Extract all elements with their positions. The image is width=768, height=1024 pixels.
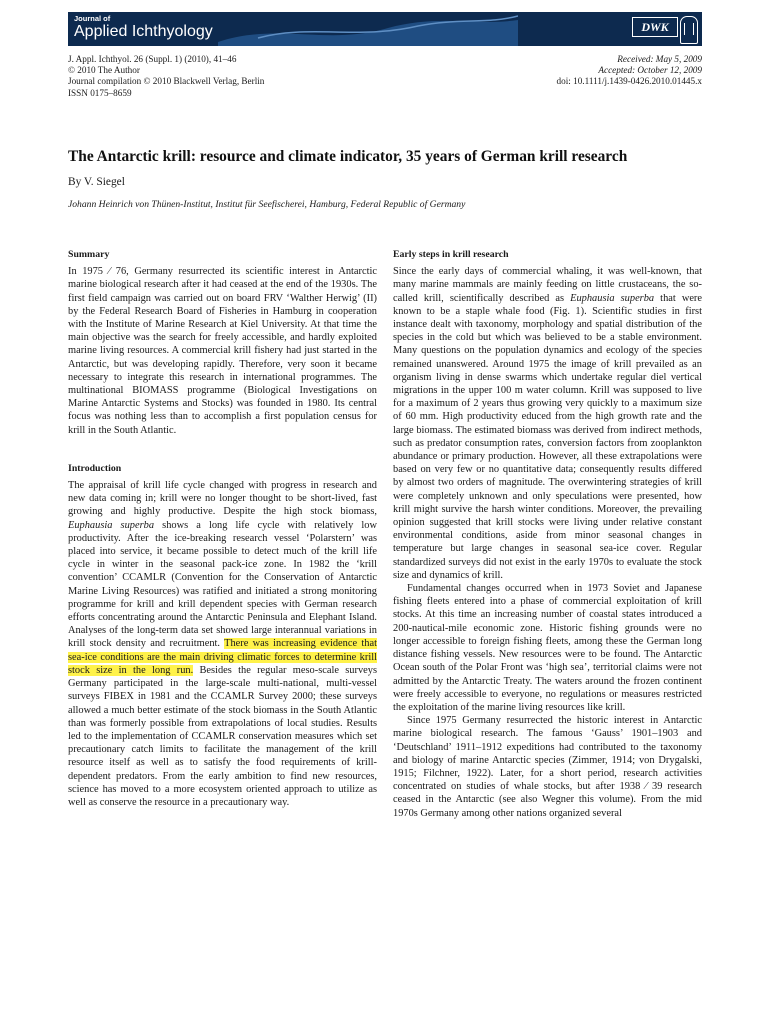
dates-block [557,54,702,88]
author-affiliation: Johann Heinrich von Thünen-Institut, Institut für Seefischerei, Hamburg, Federal Republic of Germany [68,199,466,210]
early-steps-paragraph-1 [393,265,702,582]
summary-paragraph: In 1975 ⁄ 76, Germany resurrected its scientific interest in Antarctic marine biological research after it had ceased at the end of the 1930s. The first field campaign was carried out on board FRV ‘Walther Herwig’ (II) by the Federal Research Board of Fisheries in Hamburg in cooperation with the Institute of Marine Research at Kiel University. At that time the main objective was the search for freely accessible, and hardly exploited marine living resources. A commercial krill fishery had just started in the Antarctic, but was developing rapidly. Therefore, very soon it became necessary to integrate this research in international programmes. The multinational BIOMASS programme (Biological Investigations on Marine Antarctic Systems and Stocks) was founded in 1980. Its central focus was nothing less than to accomplish a first population census for krill in the South Atlantic. [68,266,377,436]
copyright-compilation: Journal compilation © 2010 Blackwell Verlag, Berlin [68,76,265,87]
left-column [68,248,377,809]
intro-text-2: shows a long life cycle with relatively low productivity. After the ice-breaking research vessel ‘Polarstern’ was placed into service, it became possible to detect much of the krill life cycle in winter in the seasonal pack-ice zone. In 1982 the ‘krill convention’ CCAMLR (Convention for the Conservation of Antarctic Marine Living Resources) was ratified and initiated a strong monitoring programme for krill and krill dependent species with German research efforts concentrating around the Antarctic Peninsula and Elephant Island. Analyses of the long-term data set showed large interannual variations in krill stock density and recruitment. [68,519,378,650]
publisher-logo: DWK [632,17,678,37]
species-name: Euphausia superba [570,292,655,304]
intro-text-3: Besides the regular meso-scale surveys Germany participated in the large-scale multi-national, multi-vessel surveys FIBEX in 1981 and the CCAMLR Survey 2000; these surveys allowed a much better estimate of the stock biomass in the South Atlantic than was formerly possible from extrapolations of local studies. Results led to the implementation of CCAMLR conservation measures which set precautionary catch limits to facilitate the management of the krill resource itself as well as to satisfy the food requirements of krill-dependent predators. From the early ambition to find new resources, science has moved to a more ecosystem oriented approach to utilize as well as conserve the resource in a precautionary way. [68,664,377,808]
received-date: Received: May 5, 2009 [617,54,702,64]
early-text-2: that were known to be a staple whale food (Fig. 1). Scientific studies in first instance dealt with taxonomy, morphology and spatial distribution of the species in the cold but which was believed to be a stable environment. Many questions on the population dynamics and ecology of the species remained unanswered. Around 1975 the image of krill prevailed as an organism living in dense swarms which undertake regular diel vertical migrations in the upper 100 m water column. Krill was supposed to live for a maximum of 2 years thus growing very quickly to a maximum size of 60 mm. High productivity educed from the high growth rate and the large biomass. The estimated biomass was derived from indirect methods, such as predator consumption rates, conversion factors from zooplankton abundance or primary production. However, all these extrapolations were based on very few or no quantitative data; consequently results differed by almost two orders of magnitude. The overwintering strategies of krill were completely unknown and only speculations were presented, how krill might survive the harsh winter conditions. Moreover, the prevailing opinion suggested that krill stocks were living under relative constant environmental conditions, aside from minor seasonal changes in temperature but large changes in seasonal sea-ice cover. Regular standardized surveys did not exist in the early 1970s to evaluate the stock size and dynamics of krill. [393,292,703,581]
introduction-paragraph [68,479,377,809]
publisher-seal-icon [680,16,698,44]
wave-decoration-icon [218,12,518,46]
summary-heading: Summary [68,249,110,260]
journal-banner [68,12,702,46]
species-name: Euphausia superba [68,519,155,531]
early-steps-heading: Early steps in krill research [393,249,509,260]
article-author: By V. Siegel [68,176,125,188]
early-steps-paragraph-2: Fundamental changes occurred when in 1973 Soviet and Japanese fishing fleets entered into a phase of commercial exploitation of krill stocks. At this time an increasing number of coastal states introduced a 200-nautical-mile economic zone. Historic fishing grounds were no longer accessible to foreign fishing fleets, among these the German long distance fishing vessels. New resources were to be found. The Antarctic Ocean south of the Polar Front was ‘high sea’, territorial claims were not admitted by the Antarctic Treaty. The waters around the frozen continent were freely accessible to everyone, no regulations or measures restricted the exploitation of the marine living resources like krill. [393,583,702,713]
issn: ISSN 0175–8659 [68,87,132,98]
introduction-heading: Introduction [68,462,122,474]
citation-block [68,54,264,99]
right-column [393,248,702,820]
early-text-1: Since the early days of commercial whaling, it was well-known, that many marine mammals are mainly feeding on little crustaceans, the so-called krill, scientifically described as [393,266,702,304]
journal-masthead-small: Journal of [74,14,111,23]
citation: J. Appl. Ichthyol. 26 (Suppl. 1) (2010), 41–46 [68,54,237,64]
doi: doi: 10.1111/j.1439-0426.2010.01445.x [556,76,702,87]
copyright-author: © 2010 The Author [68,65,140,76]
highlighted-sentence: There was increasing evidence that sea-ice conditions are the main driving climatic forces to determine krill stock size in the long run. [68,638,377,676]
early-steps-paragraph-3: Since 1975 Germany resurrected the historic interest in Antarctic marine biological research. The famous ‘Gauss’ 1901–1903 and ‘Deutschland’ 1911–1912 expeditions had contributed to the taxonomy and biology of marine Antarctic species (Zimmer, 1914; von Drygalski, 1915; Filchner, 1922). Later, for a short period, research activities concentrated on studies of whale stocks, but after 1938 ⁄ 39 research ceased in the Antarctic (see also Wegner this volume). From the mid 1970s Germany among other nations organized several [393,715,702,819]
intro-text-1: The appraisal of krill life cycle changed with progress in research and new data coming in; krill were no longer thought to be short-lived, fast growing and highly productive. Despite the high stock biomass, [68,480,377,518]
accepted-date: Accepted: October 12, 2009 [598,65,702,76]
article-title: The Antarctic krill: resource and climate indicator, 35 years of German krill research [68,148,628,165]
journal-masthead-title: Applied Ichthyology [74,23,213,40]
